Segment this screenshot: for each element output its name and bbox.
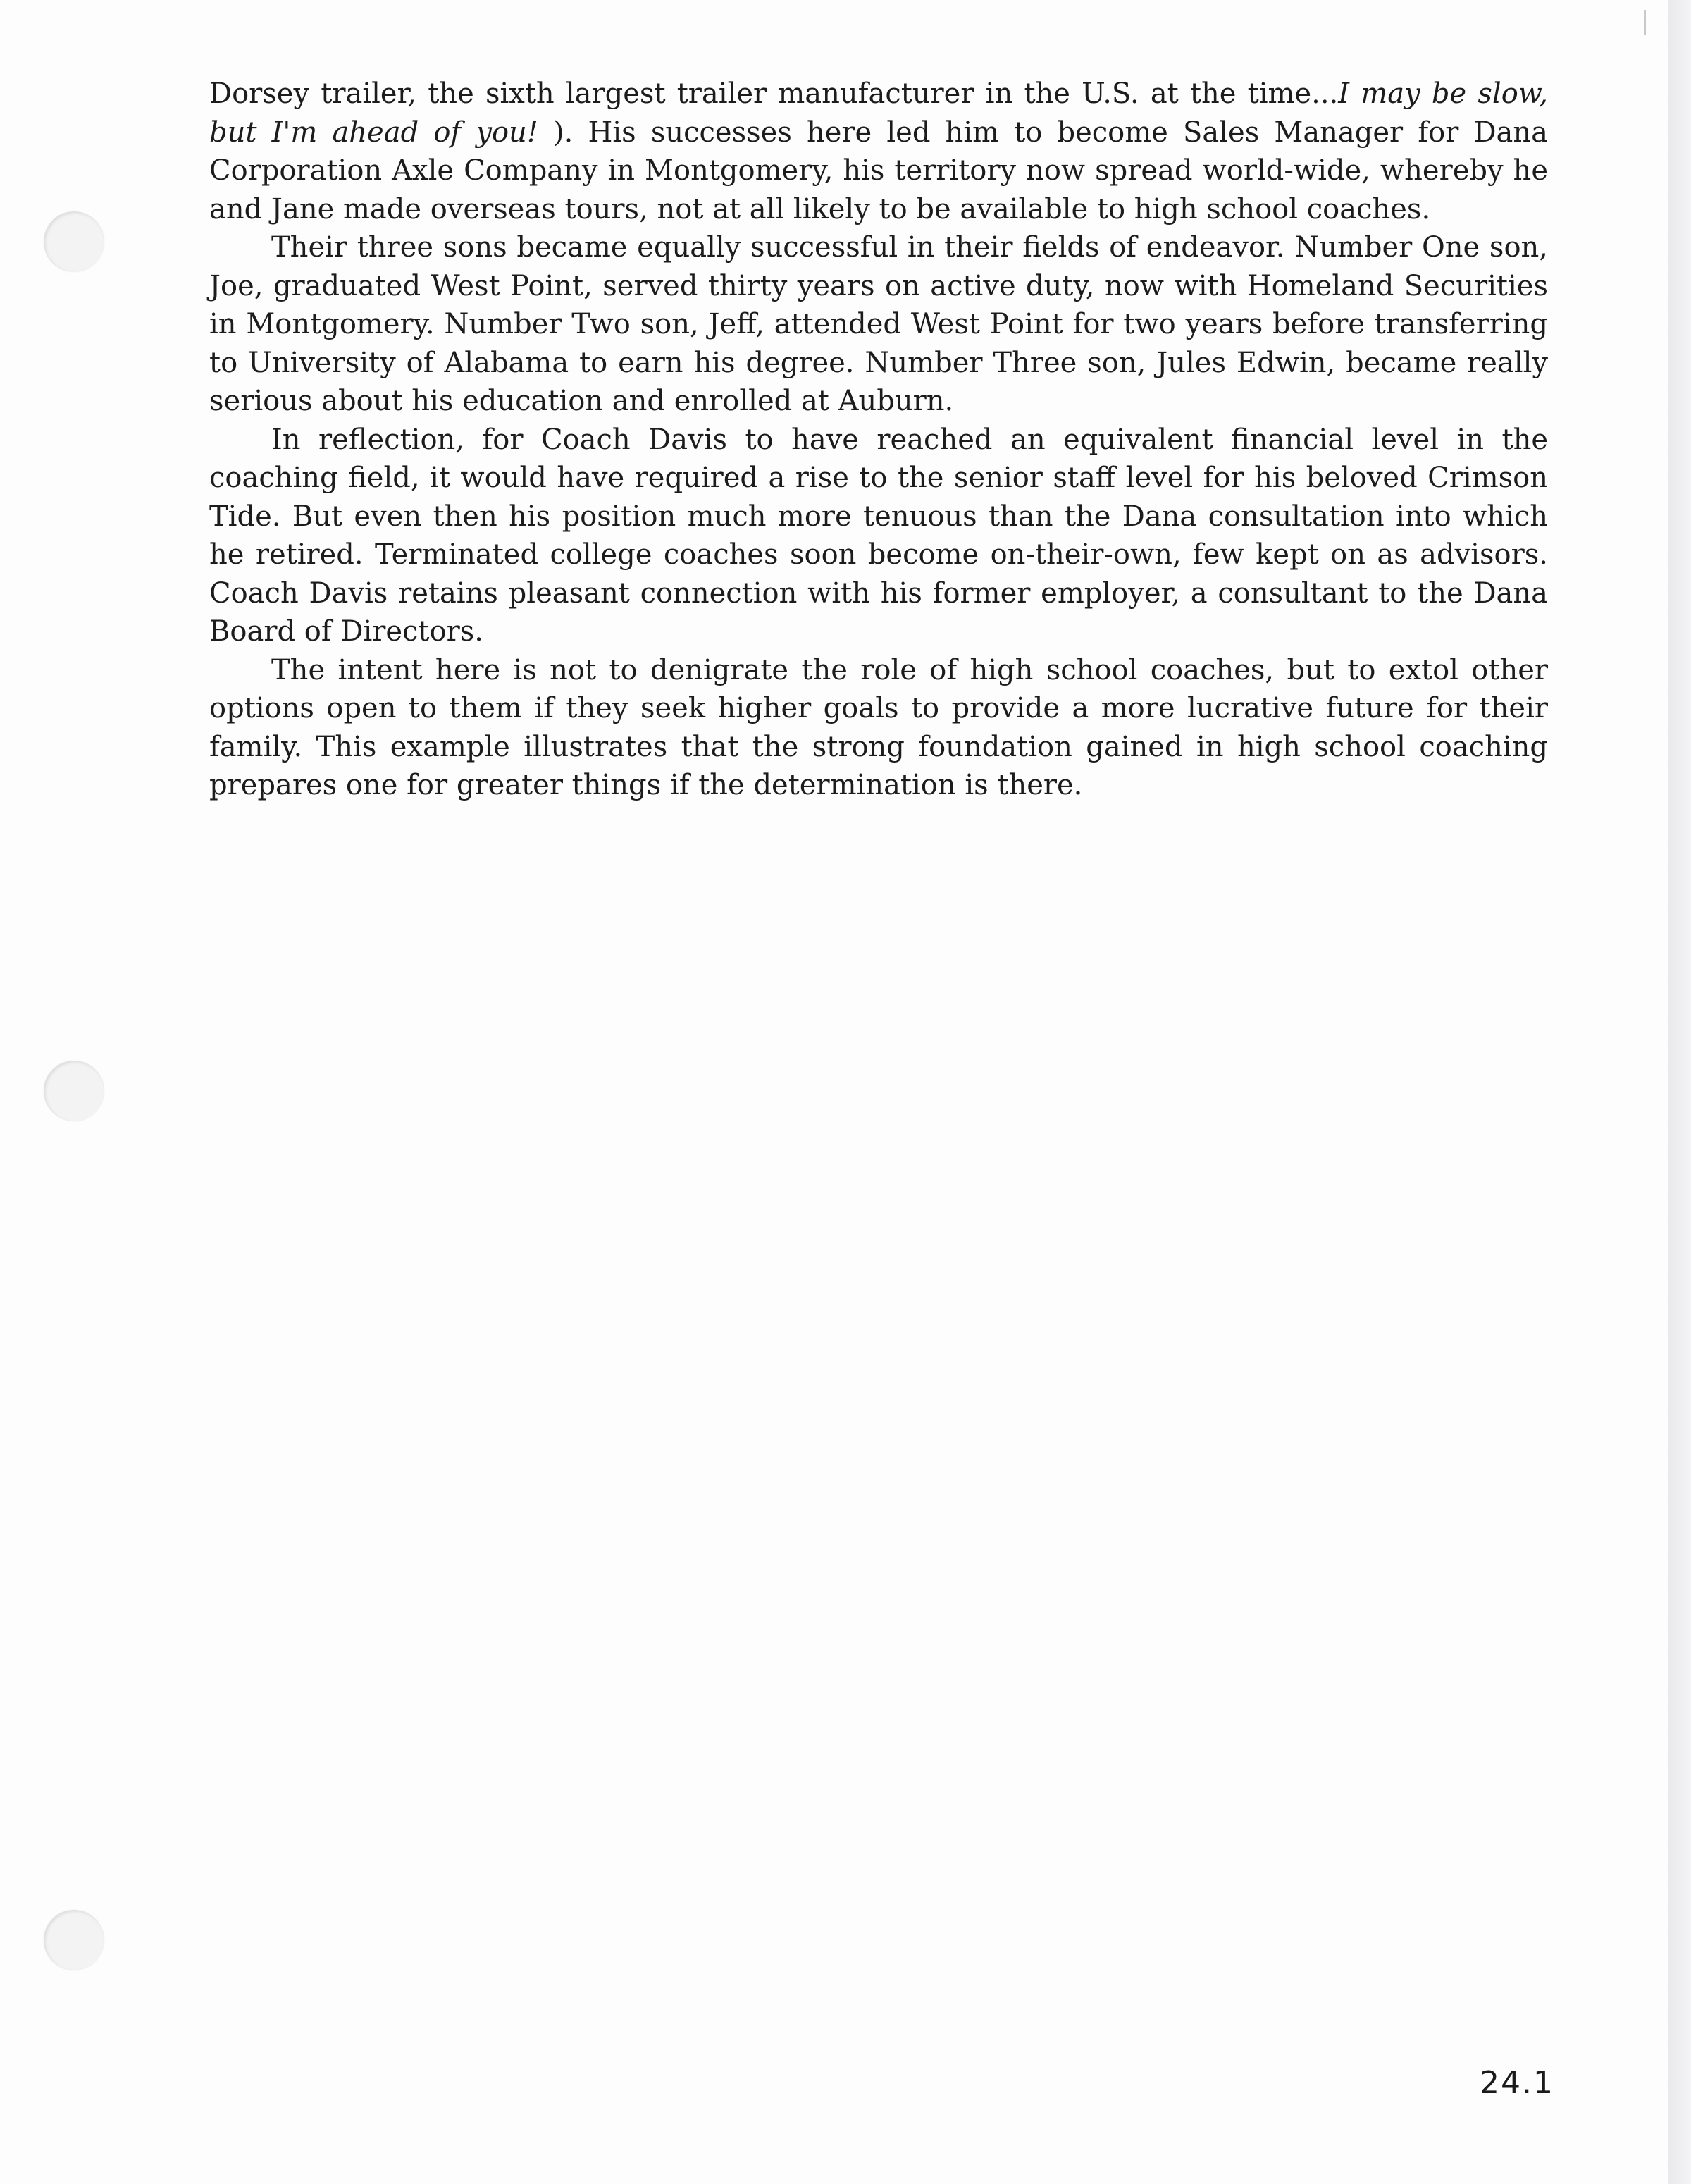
punch-hole-bottom — [44, 1910, 104, 1970]
paragraph-4: The intent here is not to denigrate the role of high school coaches, but to extol other options open to them if they seek higher goals to provide a more lucrative future for their family. This example illustrates that the strong foundation gained in high school coaching prepares one for greater things if the determination is there. — [209, 653, 1548, 801]
paragraph-1-text-start: Dorsey trailer, the sixth largest trailer manufacturer in the U.S. at the time... — [209, 78, 1339, 110]
page-crease-mark — [1644, 10, 1646, 35]
paragraph-1 — [209, 75, 1548, 228]
punch-hole-top — [44, 211, 104, 272]
scan-background-edge — [1668, 0, 1691, 2184]
body-text — [209, 75, 1548, 805]
punch-hole-middle — [44, 1061, 104, 1121]
paragraph-1-italic-quote: I may be slow, but I'm ahead of you! — [209, 78, 1548, 149]
page-number: 24.1 — [1480, 2065, 1554, 2101]
paragraph-2: Their three sons became equally successful in their fields of endeavor. Number One son, Joe, graduated West Point, served thirty years on active duty, now with Homeland Securities in Montgomery. Number Two son, Jeff, attended West Point for two years before transferring to University of Alabama to earn his degree. Number Three son, Jules Edwin, became really serious about his education and enrolled at Auburn. — [209, 231, 1548, 417]
paragraph-3: In reflection, for Coach Davis to have reached an equivalent financial level in the coaching field, it would have required a rise to the senior staff level for his beloved Crimson Tide. But even then his position much more tenuous than the Dana consultation into which he retired. Terminated college coaches soon become on-their-own, few kept on as advisors. Coach Davis retains pleasant connection with his former employer, a consultant to the Dana Board of Directors. — [209, 423, 1548, 648]
paragraph-1-text-end: ). His successes here led him to become Sales Manager for Dana Corporation Axle Company in Montgomery, his territory now spread world-wide, whereby he and Jane made overseas tours, not at all likely to be available to high school coaches. — [209, 116, 1548, 226]
